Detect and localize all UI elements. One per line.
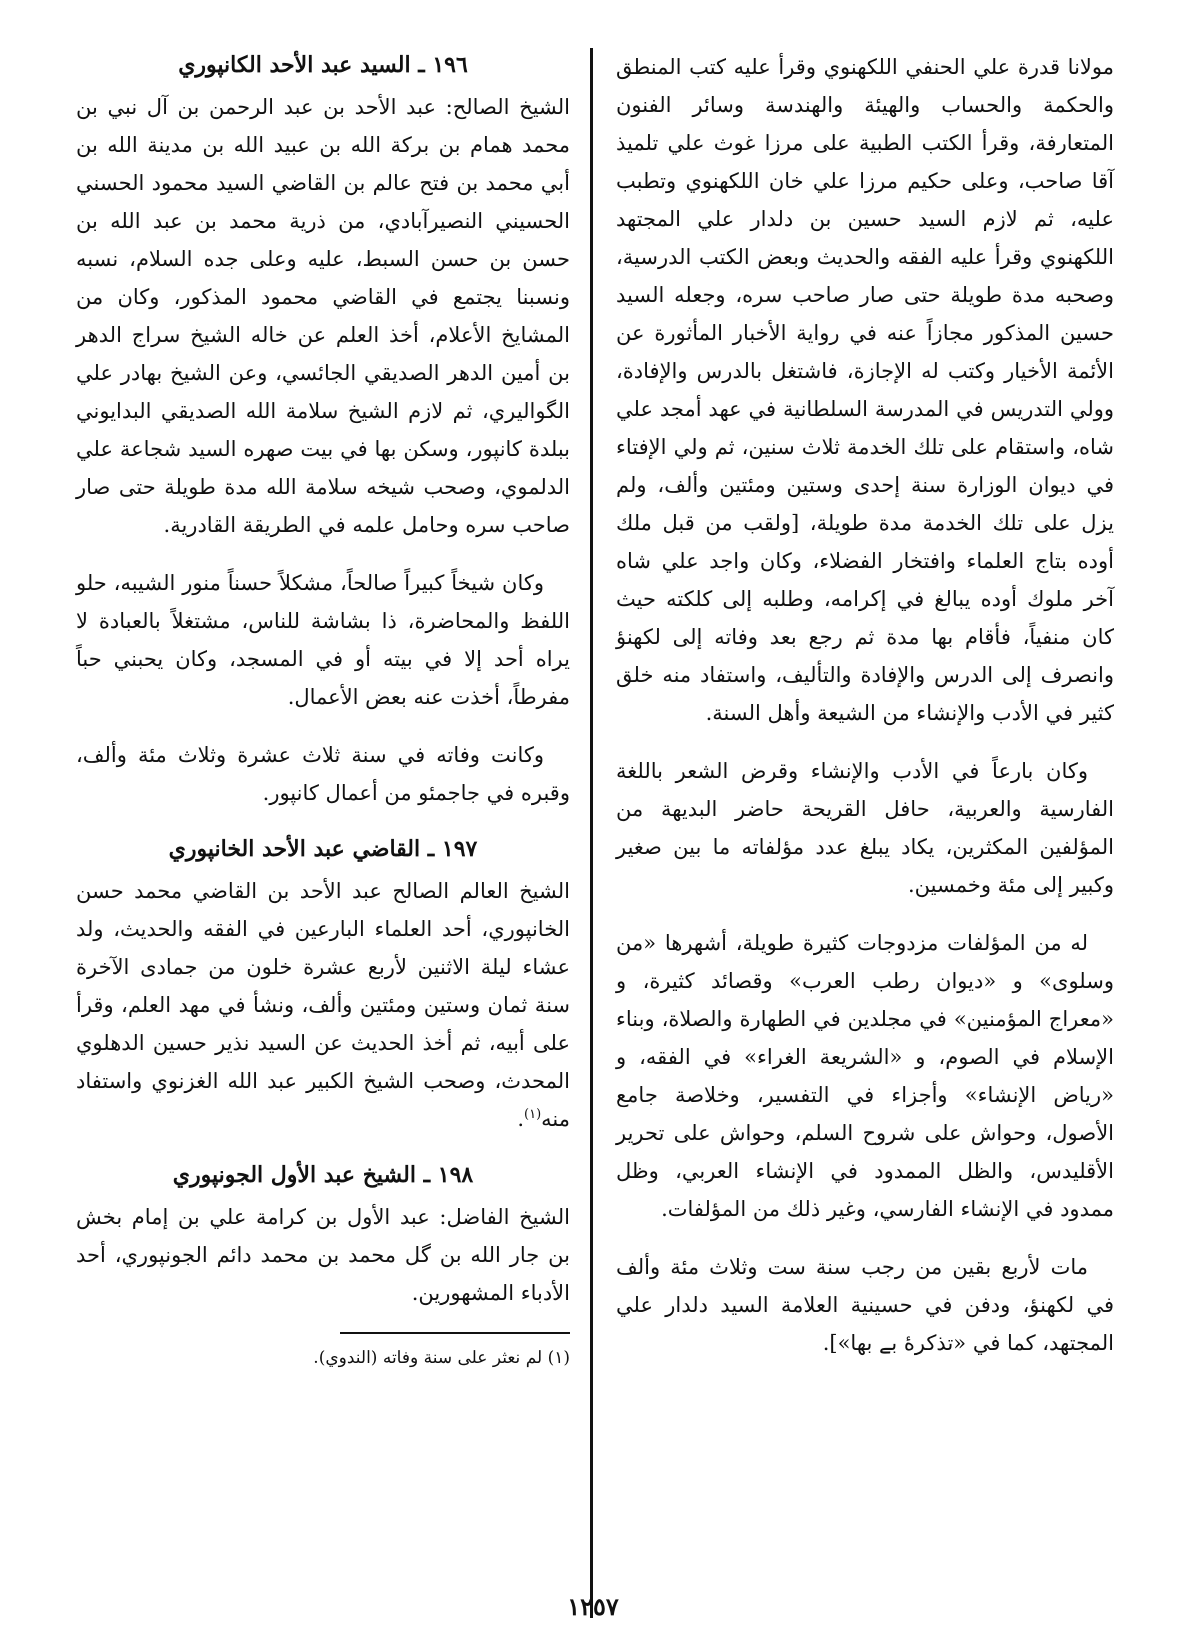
entry-title: ١٩٧ ـ القاضي عبد الأحد الخانپوري (168, 836, 478, 862)
right-column (616, 48, 1114, 1382)
footnote-rule (340, 1332, 570, 1334)
continued-paragraph: مولانا قدرة علي الحنفي اللكهنوي وقرأ عليه كتب المنطق والحكمة والحساب والهيئة والهندسة وسائر الفنون المتعارفة، وقرأ الكتب الطبية على مرزا غوث علي تلميذ آقا صاحب، وعلى حكيم مرزا علي خان اللكهنوي وتطبب عليه، ثم لازم السيد حسين بن دلدار علي المجتهد اللكهنوي وقرأ عليه الفقه والحديث وبعض الكتب الدرسية، وصحبه مدة طويلة حتى صار صاحب سره، وجعله السيد حسين المذكور مجازاً عنه في رواية الأخبار المأثورة عن الأئمة الأخيار وكتب له الإجازة، فاشتغل بالدرس والإفادة، وولي التدريس في المدرسة السلطانية في عهد أمجد علي شاه، واستقام على تلك الخدمة ثلاث سنين، ثم ولي الإفتاء في ديوان الوزارة سنة إحدى وستين ومئتين وألف، ولم يزل على تلك الخدمة مدة طويلة، [ولقب من قبل ملك أوده بتاج العلماء وافتخار الفضلاء، وكان واجد علي شاه آخر ملوك أوده يبالغ في إكرامه، وطلبه إلى كلكته حيث كان منفياً، فأقام بها مدة ثم رجع بعد وفاته إلى لكهنؤ وانصرف إلى الدرس والإفادة والتأليف، واستفاد منه خلق كثير في الأدب والإنشاء من الشيعة وأهل السنة. (616, 55, 1114, 725)
column-divider (590, 48, 593, 1618)
paragraph: الشيخ الفاضل: عبد الأول بن كرامة علي بن إمام بخش بن جار الله بن گل محمد بن محمد دائم الجونپوري، أحد الأدباء المشهورين. (76, 1205, 570, 1305)
entry-title: ١٩٦ ـ السيد عبد الأحد الكانپوري (178, 52, 468, 78)
paragraph: له من المؤلفات مزدوجات كثيرة طويلة، أشهرها «من وسلوى» و «ديوان رطب العرب» وقصائد كثيرة، و «معراج المؤمنين» في مجلدين في الطهارة والصلاة، وبناء الإسلام في الصوم، و «الشريعة الغراء» في الفقه، و «رياض الإنشاء» وأجزاء في التفسير، وخلاصة جامع الأصول، وحواش على شروح السلم، وحواش على تحرير الأقليدس، والظل الممدود في الإنشاء العربي، وظل ممدود في الإنشاء الفارسي، وغير ذلك من المؤلفات. (616, 931, 1114, 1221)
page-number: ١٢٥٧ (567, 1592, 619, 1621)
paragraph-end: . (517, 1107, 524, 1131)
entry-196 (76, 48, 570, 812)
paragraph (76, 872, 570, 1138)
entry-title: ١٩٨ ـ الشيخ عبد الأول الجونپوري (172, 1162, 474, 1188)
footnote: (١) لم نعثر على سنة وفاته (الندوي). (313, 1348, 570, 1368)
paragraph: مات لأربع بقين من رجب سنة ست وثلاث مئة وألف في لكهنؤ، ودفن في حسينية العلامة السيد دلدار علي المجتهد، كما في «تذكرهٔ بے بها»]. (616, 1255, 1114, 1355)
paragraph: وكانت وفاته في سنة ثلاث عشرة وثلاث مئة وألف، وقبره في جاجمئو من أعمال كانپور. (76, 743, 570, 805)
paragraph: الشيخ الصالح: عبد الأحد بن عبد الرحمن بن آل نبي بن محمد همام بن بركة الله بن عبيد الله بن مدينة الله بن أبي محمد بن فتح عالم بن القاضي السيد محمود الحسني الحسيني النصيرآبادي، من ذرية محمد بن عبد الله بن حسن بن حسن السبط، عليه وعلى جده السلام، نسبه ونسبنا يجتمع في القاضي محمود المذكور، وكان من المشايخ الأعلام، أخذ العلم عن خاله الشيخ سراج الدهر بن أمين الدهر الصديقي الجائسي، وعن الشيخ بهادر علي الگواليري، ثم لازم الشيخ سلامة الله الصديقي البدايوني ببلدة كانپور، وسكن بها في بيت صهره السيد شجاعة علي الدلموي، وصحب شيخه سلامة الله مدة طويلة حتى صار صاحب سره وحامل علمه في الطريقة القادرية. (76, 95, 570, 537)
entry-198 (76, 1158, 570, 1312)
footnote-marker: (١) (524, 1107, 542, 1122)
paragraph-text: الشيخ العالم الصالح عبد الأحد بن القاضي محمد حسن الخانپوري، أحد العلماء البارعين في الفقه والحديث، ولد عشاء ليلة الاثنين لأربع عشرة خلون من جمادى الآخرة سنة ثمان وستين ومئتين وألف، ونشأ في مهد العلم، وقرأ على أبيه، ثم أخذ الحديث عن السيد نذير حسين الدهلوي المحدث، وصحب الشيخ الكبير عبد الله الغزنوي واستفاد منه (76, 879, 570, 1131)
entry-197 (76, 832, 570, 1138)
left-column (76, 48, 570, 1372)
paragraph: وكان بارعاً في الأدب والإنشاء وقرض الشعر باللغة الفارسية والعربية، حافل القريحة حاضر البديهة من المؤلفين المكثرين، يكاد يبلغ عدد مؤلفاته ما بين صغير وكبير إلى مئة وخمسين. (616, 759, 1114, 897)
paragraph: وكان شيخاً كبيراً صالحاً، مشكلاً حسناً منور الشيبه، حلو اللفظ والمحاضرة، ذا بشاشة للناس، مشتغلاً بالعبادة لا يراه أحد إلا في بيته أو في المسجد، وكان يحبني حباً مفرطاً، أخذت عنه بعض الأعمال. (76, 571, 570, 709)
